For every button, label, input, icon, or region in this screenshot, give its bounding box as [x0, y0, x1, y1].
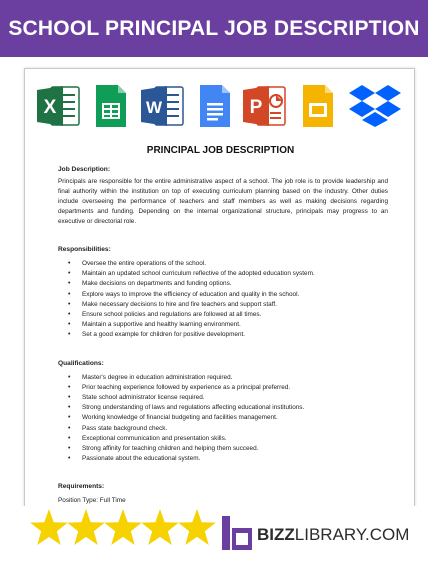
- list-item: • Maintain a supportive and healthy learning environment.: [68, 320, 388, 330]
- app-icon-row: [37, 81, 407, 131]
- list-item: • Pass state background check.: [68, 424, 388, 434]
- word-icon[interactable]: [141, 83, 185, 129]
- google-docs-icon[interactable]: [198, 83, 232, 129]
- powerpoint-icon[interactable]: [243, 83, 287, 129]
- star-icon: [30, 509, 68, 545]
- list-item: • Strong affinity for teaching children and helping them succeed.: [68, 444, 388, 454]
- list-item: • Maintain an updated school curriculum reflective of the adopted education system.: [68, 269, 388, 279]
- list-item: • Exceptional communication and presentation skills.: [68, 434, 388, 444]
- banner-title: SCHOOL PRINCIPAL JOB DESCRIPTION: [8, 17, 420, 40]
- qualifications-list: [58, 373, 388, 465]
- job-description-text: Principals are responsible for the entire administrative aspect of a school. The job role is to provide leadership and final authority within the institution on top of executing curriculum planning based on the industry. Other duties include overseeing the performance of teachers and staff members as well as making decisions regarding departments and funding. Depending on the internal organizational structure, principals may progress to an executive or directorial role.: [58, 178, 388, 225]
- google-sheets-icon[interactable]: [94, 83, 128, 129]
- list-item: • State school administrator license required.: [68, 393, 388, 403]
- list-item: • Prior teaching experience followed by experience as a principal preferred.: [68, 383, 388, 393]
- list-item: • Working knowledge of financial budgeting and facilities management.: [68, 413, 388, 423]
- document-content: [58, 161, 388, 520]
- brand-name[interactable]: [257, 525, 409, 545]
- excel-letter: X: [43, 97, 57, 118]
- powerpoint-letter: P: [249, 97, 263, 118]
- list-item: • Passionate about the educational system.: [68, 454, 388, 464]
- google-slides-icon[interactable]: [301, 83, 335, 129]
- list-item: • Strong understanding of laws and regulations affecting educational institutions.: [68, 403, 388, 413]
- bizzlibrary-logo-icon[interactable]: [222, 516, 252, 550]
- word-letter: W: [145, 98, 163, 117]
- list-item: • Make decisions on departments and funding options.: [68, 279, 388, 289]
- dropbox-icon[interactable]: [349, 83, 401, 129]
- star-icon: [141, 509, 179, 545]
- footer: [0, 506, 428, 570]
- position-type: Position Type: Full Time: [58, 497, 126, 505]
- list-item: • Set a good example for children for positive development.: [68, 330, 388, 340]
- star-icon: [178, 509, 216, 545]
- brand-name-rest: LIBRARY.COM: [294, 525, 410, 544]
- list-item: • Oversee the entire operations of the school.: [68, 259, 388, 269]
- list-item: • Ensure school policies and regulations are followed at all times.: [68, 310, 388, 320]
- excel-icon[interactable]: [37, 83, 81, 129]
- requirements-heading: Requirements:: [58, 483, 105, 491]
- qualifications-heading: Qualifications:: [58, 359, 104, 367]
- list-item: • Explore ways to improve the efficiency of education and quality in the school.: [68, 290, 388, 300]
- list-item: • Master's degree in education administration required.: [68, 373, 388, 383]
- job-description-heading: Job Description:: [58, 166, 111, 173]
- star-icon: [104, 509, 142, 545]
- title-banner: [0, 0, 428, 57]
- document-page: [24, 68, 415, 570]
- document-title: PRINCIPAL JOB DESCRIPTION: [146, 145, 295, 156]
- list-item: • Make necessary decisions to hire and fire teachers and support staff.: [68, 300, 388, 310]
- responsibilities-heading: Responsibilities:: [58, 246, 111, 253]
- brand-name-bold: BIZZ: [257, 525, 295, 544]
- star-icon: [67, 509, 105, 545]
- responsibilities-list: [58, 259, 388, 341]
